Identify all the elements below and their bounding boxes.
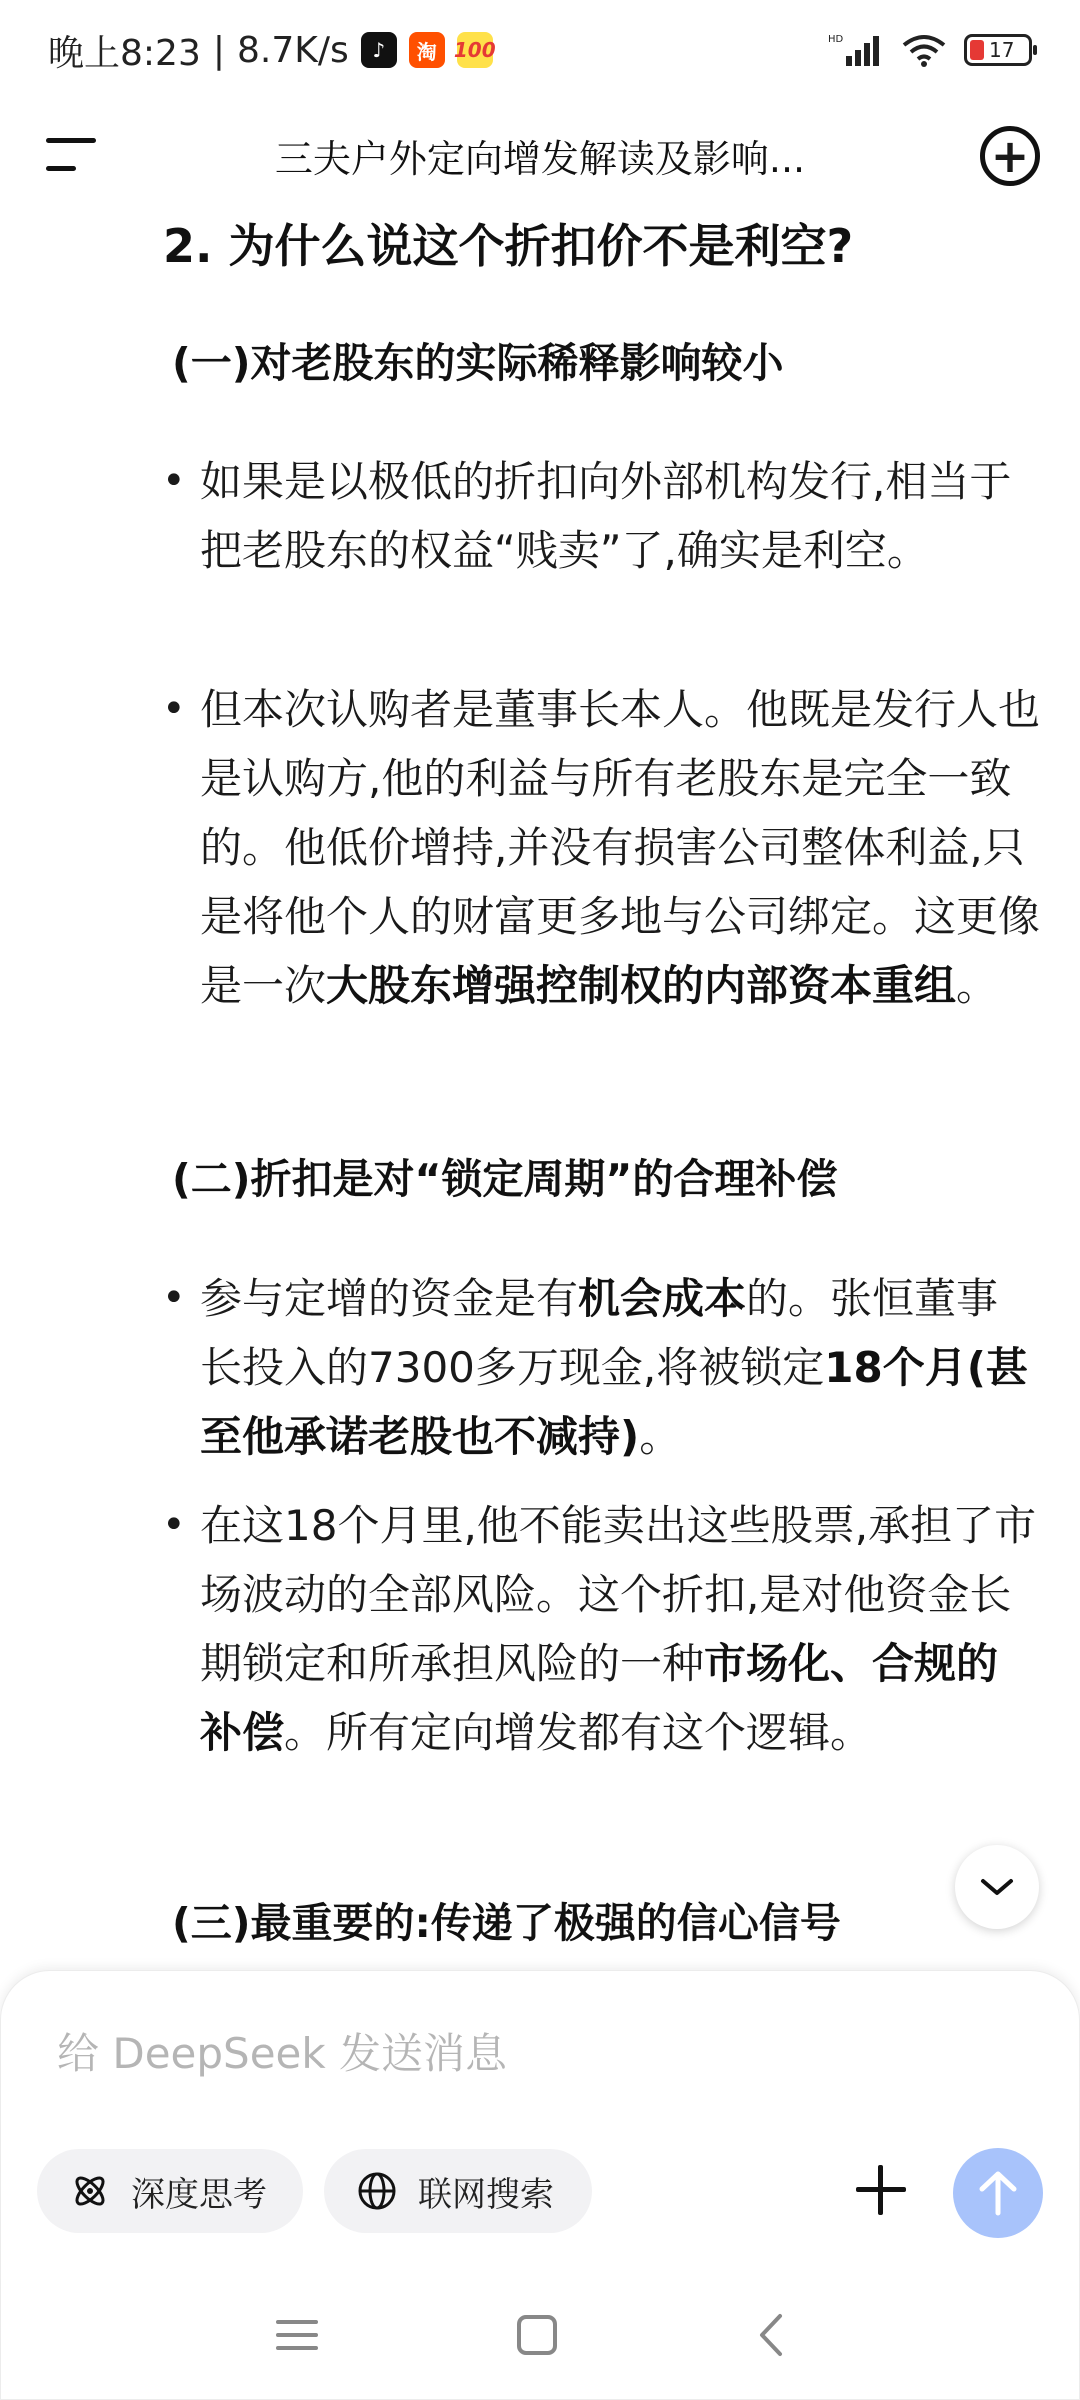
hamburger-icon: [272, 2310, 322, 2360]
subsection-title-1: (一)对老股东的实际稀释影响较小: [172, 339, 784, 387]
globe-icon: [356, 2170, 398, 2212]
subsection-title-2: (二)折扣是对“锁定周期”的合理补偿: [172, 1155, 838, 1203]
deep-think-label: 深度思考: [131, 2174, 267, 2215]
menu-icon: [46, 138, 96, 143]
signal-hd-label: HD: [828, 34, 844, 45]
status-left: [48, 25, 496, 76]
signal-icon: [828, 32, 884, 68]
chat-header: [0, 110, 1080, 200]
attach-button[interactable]: [856, 2159, 918, 2221]
system-nav-bar: [0, 2290, 1080, 2380]
list-item: • 参与定增的资金是有机会成本的。张恒董事长投入的7300多万现金,将被锁定18个月(甚至他承诺老股也不减持)。: [200, 1264, 1040, 1471]
message-input[interactable]: 给 DeepSeek 发送消息: [57, 2029, 508, 2078]
subsection-title-3: (三)最重要的:传递了极强的信心信号: [172, 1899, 841, 1947]
tiktok-icon: ♪: [361, 32, 397, 68]
network-speed: 8.7K/s: [236, 29, 349, 71]
scroll-down-button[interactable]: [955, 1845, 1039, 1929]
nav-home-button[interactable]: [512, 2310, 572, 2360]
section-title: 2. 为什么说这个折扣价不是利空?: [163, 219, 854, 273]
menu-button[interactable]: [46, 132, 96, 176]
list-item: • 在这18个月里,他不能卖出这些股票,承担了市场波动的全部风险。这个折扣,是对他资金长期锁定和所承担风险的一种市场化、合规的补偿。所有定向增发都有这个逻辑。: [200, 1491, 1040, 1767]
status-right: [828, 32, 1032, 68]
battery-level: 17: [989, 38, 1015, 62]
status-time: 晚上8:23: [48, 32, 201, 74]
taobao-icon: 淘: [409, 32, 445, 68]
plus-circle-icon: +: [990, 129, 1030, 183]
list-item: • 但本次认购者是董事长本人。他既是发行人也是认购方,他的利益与所有老股东是完全一致的。他低价增持,并没有损害公司整体利益,只是将他个人的财富更多地与公司绑定。这更像是一次大股东增强控制权的内部资本重组。: [200, 675, 1040, 1020]
atom-icon: [69, 2170, 111, 2212]
web-search-label: 联网搜索: [418, 2174, 554, 2215]
send-button[interactable]: [953, 2148, 1043, 2238]
web-search-button[interactable]: [324, 2149, 592, 2233]
list-item: • 如果是以极低的折扣向外部机构发行,相当于把老股东的权益“贱卖”了,确实是利空。: [200, 447, 1040, 585]
nav-menu-button[interactable]: [272, 2310, 332, 2360]
status-bar: [0, 0, 1080, 100]
chat-title[interactable]: 三夫户外定向增发解读及影响...: [274, 137, 806, 181]
new-chat-button[interactable]: [980, 126, 1040, 186]
arrow-up-icon: [976, 2169, 1020, 2217]
back-chevron-icon: [748, 2310, 798, 2360]
chevron-down-icon: [979, 1875, 1015, 1899]
status-separator: |: [212, 29, 225, 71]
square-icon: [512, 2310, 562, 2360]
battery-icon: [964, 34, 1032, 66]
wifi-icon: [902, 33, 946, 67]
app-100-icon: 100: [457, 32, 493, 68]
deep-think-button[interactable]: [37, 2149, 303, 2233]
nav-back-button[interactable]: [748, 2310, 808, 2360]
message-content: [0, 190, 1080, 1970]
